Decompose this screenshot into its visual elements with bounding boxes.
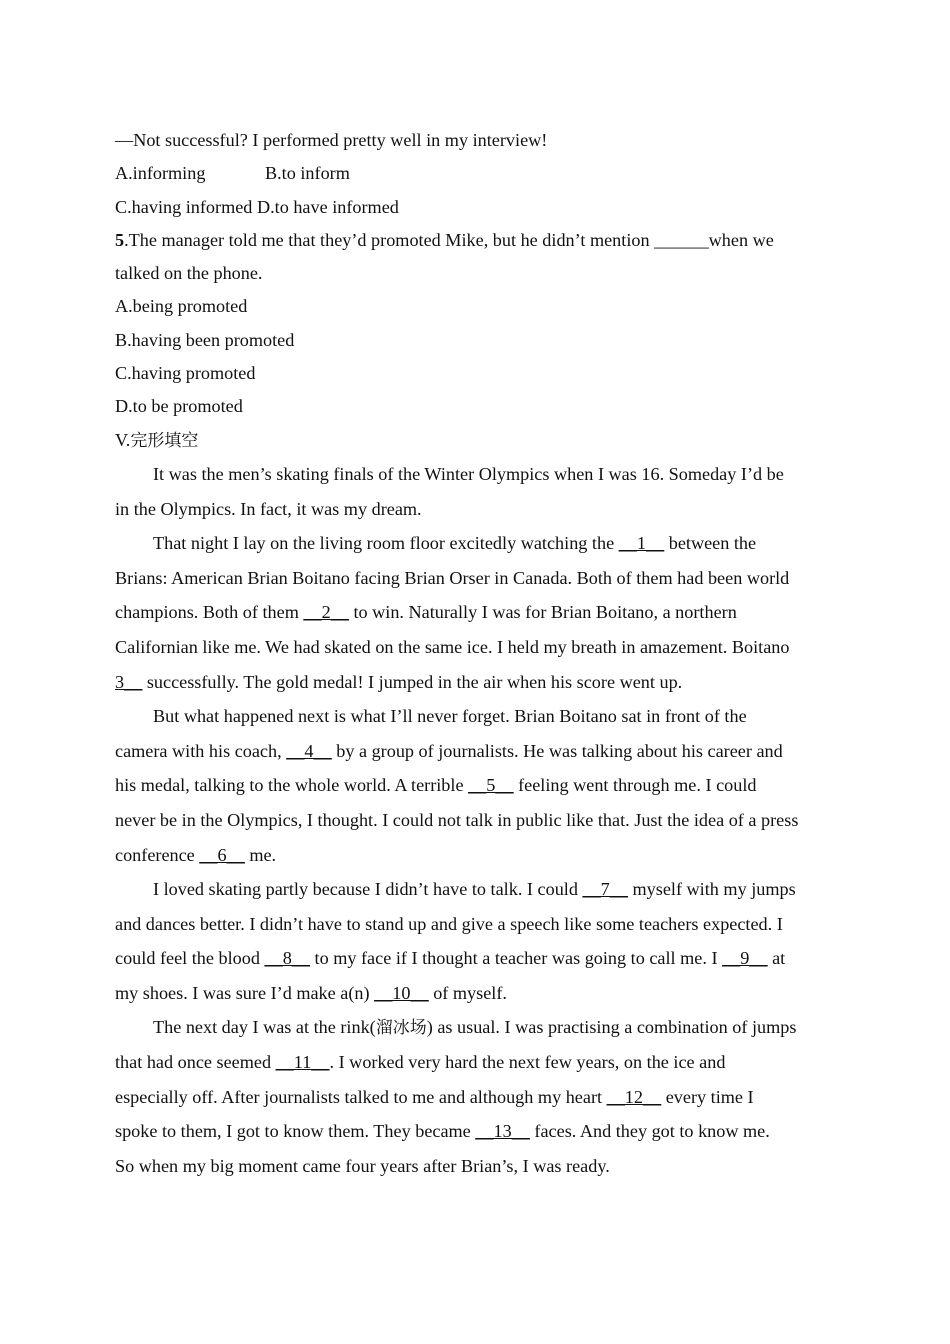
blank-3: 3__	[115, 671, 143, 692]
passage-line: But what happened next is what I’ll never forget. Brian Boitano sat in front of the	[153, 706, 747, 727]
passage-text: feeling went through me. I could	[518, 775, 757, 796]
q4-dialogue: —Not successful? I performed pretty well in my interview!	[115, 130, 548, 150]
passage-text: of myself.	[433, 982, 507, 1003]
q4-options-row-2	[115, 191, 837, 224]
q4-option-c: C.having informed	[115, 196, 253, 217]
passage-text: I loved skating partly because I didn’t have to talk. I could	[153, 879, 583, 900]
q5-stem-text: .The manager told me that they’d promoted Mike, but he didn’t mention ______when we	[124, 229, 774, 250]
passage-line: in the Olympics. In fact, it was my dream.	[115, 498, 422, 519]
document-page	[115, 124, 837, 1183]
passage-line: It was the men’s skating finals of the Winter Olympics when I was 16. Someday I’d be	[153, 463, 784, 484]
q5-stem-line-1	[115, 224, 837, 257]
blank-8: __8__	[264, 948, 310, 969]
blank-10: __10__	[374, 982, 429, 1003]
passage-line	[115, 1114, 837, 1149]
q5-number: 5	[115, 229, 125, 250]
q4-option-d: D.to have informed	[256, 196, 399, 217]
passage-text: That night I lay on the living room floor excitedly watching the	[153, 533, 619, 554]
passage-text: every time I	[665, 1086, 754, 1107]
blank-12: __12__	[606, 1086, 662, 1107]
passage-text: that had once seemed	[115, 1052, 276, 1073]
passage-line	[115, 838, 837, 873]
passage-line: Californian like me. We had skated on the same ice. I held my breath in amazement. Boitano	[115, 636, 790, 657]
passage-text: could feel the blood	[115, 948, 265, 969]
section-label: V.	[115, 429, 131, 450]
section-heading	[115, 424, 837, 457]
passage-text: The next day I was at the rink(	[153, 1017, 376, 1038]
passage-text: camera with his coach,	[115, 740, 287, 761]
q5-option-d: D.to be promoted	[115, 396, 243, 417]
passage-text: by a group of journalists. He was talking about his career and	[336, 740, 783, 761]
passage-line: So when my big moment came four years after Brian’s, I was ready.	[115, 1155, 610, 1176]
q4-options-row-1	[115, 157, 837, 190]
passage-line	[115, 526, 837, 561]
passage-line	[115, 941, 837, 976]
passage-text: successfully. The gold medal! I jumped in the air when his score went up.	[146, 671, 683, 692]
passage-text: champions. Both of them	[115, 602, 304, 623]
blank-13: __13__	[475, 1121, 530, 1142]
passage-line	[115, 1080, 837, 1115]
blank-7: __7__	[582, 879, 628, 900]
passage-line	[115, 872, 837, 907]
passage-line	[115, 1010, 837, 1045]
passage-text: between the	[668, 533, 757, 554]
passage-text: me.	[249, 844, 277, 865]
blank-2: __2__	[303, 602, 349, 623]
q5-option-a: A.being promoted	[115, 296, 248, 317]
passage-cjk-gloss: 溜冰场	[375, 1018, 427, 1039]
passage-line	[115, 1045, 837, 1080]
passage-text: at	[772, 948, 786, 969]
passage-text: to my face if I thought a teacher was going to call me. I	[314, 948, 723, 969]
passage-text: conference	[115, 844, 200, 865]
passage-text: ) as usual. I was practising a combination of jumps	[426, 1017, 797, 1038]
passage-text: spoke to them, I got to know them. They became	[115, 1121, 476, 1142]
passage-line	[115, 976, 837, 1011]
q4-option-b: B.to inform	[265, 163, 350, 184]
passage-line	[115, 665, 837, 700]
blank-9: __9__	[722, 948, 768, 969]
passage-line: Brians: American Brian Boitano facing Brian Orser in Canada. Both of them had been world	[115, 567, 790, 588]
q5-option-c: C.having promoted	[115, 363, 256, 384]
q5-stem-line-2: talked on the phone.	[115, 263, 263, 284]
blank-4: __4__	[286, 740, 332, 761]
blank-11: __11__	[275, 1052, 330, 1073]
passage-line	[115, 768, 837, 803]
blank-1: __1__	[618, 533, 665, 554]
q5-option-b: B.having been promoted	[115, 329, 295, 350]
passage-text: to win. Naturally I was for Brian Boitano, a northern	[353, 602, 737, 623]
passage-text: myself with my jumps	[632, 879, 796, 900]
passage-text: his medal, talking to the whole world. A terrible	[115, 775, 469, 796]
passage-text: faces. And they got to know me.	[534, 1121, 770, 1142]
passage-text: my shoes. I was sure I’d make a(n)	[115, 982, 375, 1003]
passage-line	[115, 595, 837, 630]
passage-line: never be in the Olympics, I thought. I could not talk in public like that. Just the idea of a press	[115, 809, 799, 830]
section-title: 完形填空	[130, 430, 199, 451]
passage-text: . I worked very hard the next few years, on the ice and	[329, 1052, 726, 1073]
blank-5: __5__	[468, 775, 514, 796]
passage-line	[115, 734, 837, 769]
passage-line: and dances better. I didn’t have to stand up and give a speech like some teachers expected. I	[115, 913, 783, 934]
passage-text: especially off. After journalists talked to me and although my heart	[115, 1086, 607, 1107]
q4-option-a: A.informing	[115, 163, 206, 184]
blank-6: __6__	[199, 844, 245, 865]
